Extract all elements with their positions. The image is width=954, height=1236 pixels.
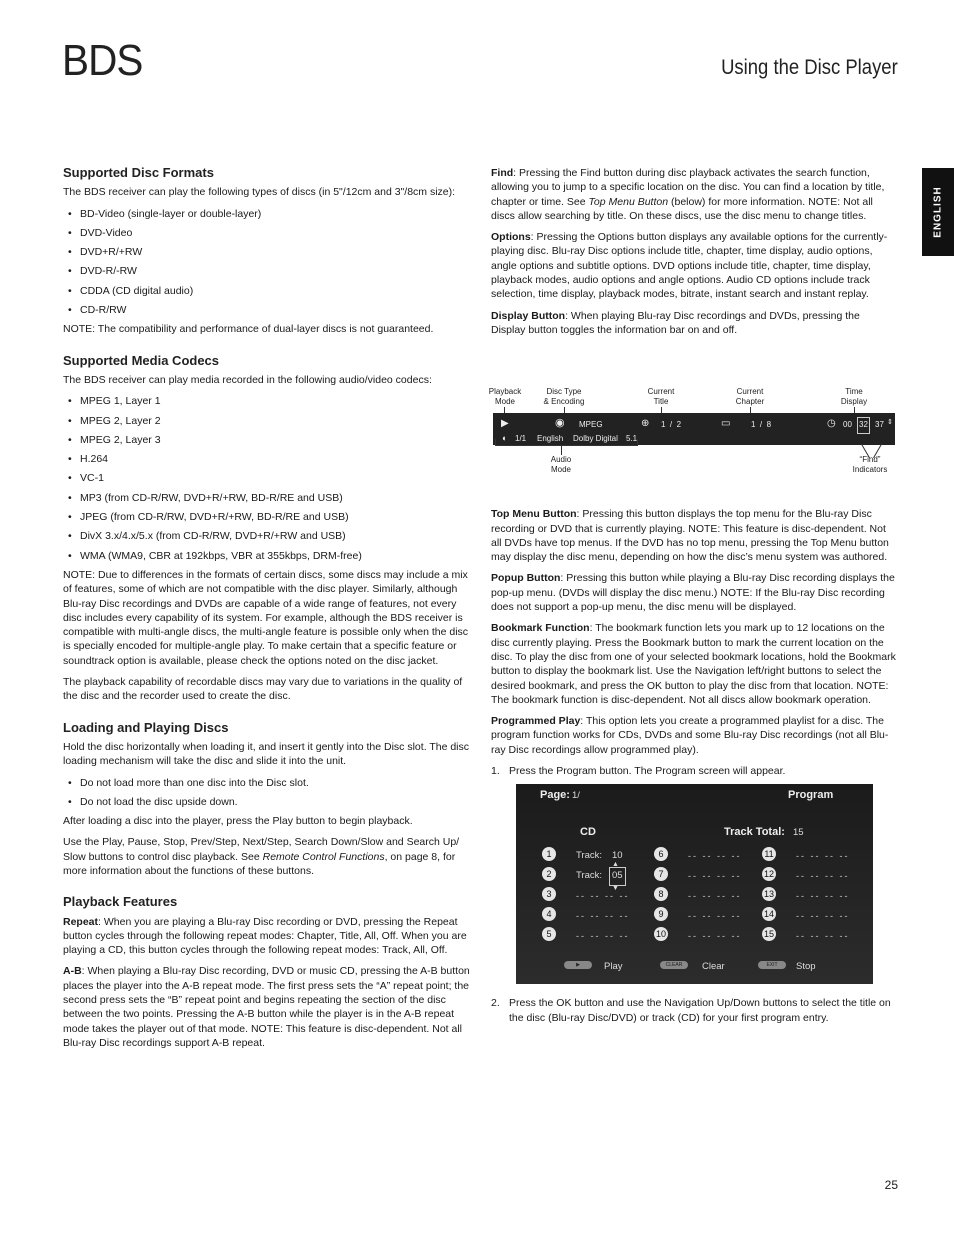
paragraph: Use the Play, Pause, Stop, Prev/Step, Next/Step, Search Down/Slow and Search Up/ Slow buttons to control disc playback. See Remote Control Functions, on page 8, for more information about the functions of these buttons. (63, 836, 460, 877)
steps-list (491, 764, 897, 778)
up-arrow-icon[interactable]: ▲ (612, 861, 619, 869)
list-item: • DVD+R/+RW (80, 245, 471, 259)
chapter-icon: ▭ (721, 418, 731, 430)
paragraph: NOTE: The compatibility and performance of dual-layer discs is not guaranteed. (63, 323, 434, 336)
track-entry-field[interactable]: 05 (609, 867, 626, 885)
paragraph: The playback capability of recordable discs may vary due to variations in the quality of the disc and the recorder used to create the disc. (63, 676, 463, 703)
loading-list (63, 776, 471, 810)
heading-loading: Loading and Playing Discs (63, 719, 229, 735)
play-hint: Play (604, 961, 623, 973)
disc-icon: ◉ (555, 417, 565, 430)
left-column (63, 166, 471, 1057)
play-key-icon: ▶ (564, 961, 592, 969)
current-chapter-value: 1 / 8 (751, 420, 772, 430)
exit-key: EXIT (758, 961, 786, 969)
paragraph: Top Menu Button: Pressing this button displays the top menu for the Blu-ray Disc recording or DVD that is currently playing. NOTE: This feature is disc-dependent. Not all DVDs have top menus. If the DVD has no top menu, pressing the Top Menu button may display the disc menu, depending on how the disc’s menu system was authored. (491, 508, 889, 564)
paragraph: Display Button: When playing Blu-ray Disc recordings and DVDs, pressing the Display button toggles the information bar on and off. (491, 309, 860, 336)
list-item: • JPEG (from CD-R/RW, DVD+R/+RW, BD-R/RE and USB) (80, 510, 471, 524)
list-item: • DivX 3.x/4.x/5.x (from CD-R/RW, DVD+R/+RW and USB) (80, 529, 471, 543)
list-item: • MP3 (from CD-R/RW, DVD+R/+RW, BD-R/RE and USB) (80, 491, 471, 505)
stop-hint: Stop (796, 961, 816, 973)
paragraph: A-B: When playing a Blu-ray Disc recording, DVD or music CD, pressing the A-B button places the player into the A-B repeat mode. The first press sets the “A” repeat point; the second press sets the “B” repeat point and begins repeating the section of the disc between the two points. Pressing the A-B button while the player is in the A-B repeat mode takes the player out of that mode. NOTE: This feature is disc-dependent. Not all Blu-ray Disc recordings support A-B repeat. (63, 965, 470, 1049)
list-item: • MPEG 2, Layer 3 (80, 433, 471, 447)
heading-disc-formats: Supported Disc Formats (63, 165, 214, 180)
brand-logo: BDS (62, 36, 143, 85)
track-total-value: 15 (793, 827, 804, 839)
clock-icon: ◷ (827, 418, 836, 430)
list-item: 2. Press the OK button and use the Navigation Up/Down buttons to select the title on the disc (Blu-ray Disc/DVD) or track (CD) for your first program entry. (491, 997, 891, 1024)
list-item: • H.264 (80, 452, 471, 466)
list-item: • MPEG 2, Layer 2 (80, 414, 471, 428)
info-bar: ▶ ◉ MPEG ⊕ 1 / 2 ▭ 1 / 8 ◷ 00 32 37 ⇕ ◖ 1/1 English Dolby Digital 5.1 (493, 413, 895, 445)
audio-icon: ◖ (501, 433, 507, 444)
list-item: • VC-1 (80, 471, 471, 485)
disc-format-list (63, 207, 471, 318)
paragraph: After loading a disc into the player, press the Play button to begin playback. (63, 815, 413, 828)
current-title-value: 1 / 2 (661, 420, 682, 430)
right-column (488, 166, 897, 1031)
label-time-display: Time Display (840, 387, 868, 407)
list-item: • DVD-R/-RW (80, 264, 471, 278)
paragraph: Programmed Play: This option lets you create a programmed playlist for a disc. The program function works for CDs, DVDs and some Blu-ray Disc recordings (not all Blu-ray Disc recordings allow programmed play). (491, 715, 889, 756)
list-item: 1. Press the Program button. The Program screen will appear. (491, 765, 786, 778)
page-number: 25 (884, 1178, 898, 1192)
program-footer (516, 956, 873, 978)
list-item: • Do not load the disc upside down. (80, 795, 471, 809)
list-item: • CD-R/RW (80, 303, 471, 317)
label-find-indicators: “Find” Indicators (852, 455, 888, 475)
paragraph: NOTE: Due to differences in the formats of certain discs, some discs may include a mix of features, some of which are not compatible with the disc player. Similarly, although Blu-ray Disc recordings and DVDs are capable of a wide range of features, not every disc includes every capability of its system. For example, although the BDS receiver is compatible with multi-angle discs, the multi-angle feature is possible only when the disc is specially encoded for multiple-angle play. To make certain that a specific feature or soundtrack option is available, please check the options noted on the disc jacket. (63, 568, 469, 667)
list-item: • CDDA (CD digital audio) (80, 284, 471, 298)
label-current-title: Current Title (647, 387, 675, 407)
list-item: • DVD-Video (80, 226, 471, 240)
label-playback-mode: Playback Mode (488, 387, 522, 407)
list-item: • Do not load more than one disc into the Disc slot. (80, 776, 471, 790)
language-tab: ENGLISH (922, 168, 954, 256)
label-current-chapter: Current Chapter (735, 387, 765, 407)
section-title: Using the Disc Player (721, 56, 898, 79)
list-item: • MPEG 1, Layer 1 (80, 394, 471, 408)
title-icon: ⊕ (641, 418, 650, 430)
heading-media-codecs: Supported Media Codecs (63, 352, 220, 368)
find-arrows-icon: ⇕ (887, 419, 893, 427)
clear-hint: Clear (702, 961, 725, 973)
label-audio-mode: Audio Mode (550, 455, 572, 475)
codec-list (63, 394, 471, 563)
clear-key: CLEAR (660, 961, 688, 969)
list-item: • BD-Video (single-layer or double-layer) (80, 207, 471, 221)
label-disc-type: Disc Type & Encoding (543, 387, 585, 407)
paragraph: The BDS receiver can play the following types of discs (in 5"/12cm and 3"/8cm size): (63, 186, 456, 199)
play-icon: ▶ (501, 418, 509, 430)
paragraph: Bookmark Function: The bookmark function lets you mark up to 12 locations on the disc currently playing. Press the Bookmark button to mark the current location on the disc. To play the disc from one of your selected bookmark locations, hold the Bookmark button to display the bookmark list. Use the Navigation left/right buttons to select the desired bookmark, and press the OK button to play the disc from that location. NOTE: The bookmark function is disc-dependent. Not all discs allow bookmark operation. (491, 622, 896, 706)
paragraph: Hold the disc horizontally when loading it, and insert it gently into the Disc slot. The disc loading mechanism will take the disc and slide it into the unit. (63, 740, 470, 768)
paragraph: Repeat: When you are playing a Blu-ray Disc recording or DVD, pressing the Repeat button cycles through the following repeat modes: Chapter, Title, All, Off. When you are playing a CD, this button cycles through the following repeat modes: Track, All, Off. (63, 915, 467, 957)
down-arrow-icon[interactable]: ▼ (612, 885, 619, 893)
paragraph: Options: Pressing the Options button displays any available options for the currently-playing disc. Blu-ray Disc options include title, chapter, time display, audio options, angle options and subtitle options. DVD options include title, chapter, time display, playback modes, audio options and angle options. Audio CD options include track selection, time display, playback modes, bitrate, instant search and instant replay. (491, 231, 888, 301)
info-bar-diagram (488, 355, 897, 497)
steps-list (491, 996, 897, 1025)
paragraph: The BDS receiver can play media recorded in the following audio/video codecs: (63, 373, 432, 386)
program-screen: Page: 1/ Program CD Track Total: 15 1 2 3 4 5 Track: 10 Track: 05 ▲ ▼ -- -- -- -- -- -- -- -- -- -- -- -- 6 7 8 9 10 -- -- -- -- -- -- -- -- -- -- -- -- -- -- -- -- -- -- -- -- 11 12 13 14 15 -- -- -- -- -- -- -- -- -- -- -- -- -- -- -- -- -- -- -- -- ▶ Play CLEAR Clear EXIT Stop (516, 784, 873, 984)
list-item: • WMA (WMA9, CBR at 192kbps, VBR at 355kbps, DRM-free) (80, 549, 471, 563)
paragraph: Popup Button: Pressing this button while playing a Blu-ray Disc recording displays the pop-up menu. (DVDs will display the disc menu.) NOTE: If the Blu-ray Disc recording does not support a pop-up menu, the disc menu will be displayed. (491, 572, 895, 614)
paragraph: Find: Pressing the Find button during disc playback activates the search function, allowing you to jump to a specific location on the disc. You can find a location by title, chapter or time. See Top Menu Button (below) for more information. NOTE: Not all discs allow searching by title. On these discs, use the disc menu to change titles. (491, 167, 885, 222)
heading-playback-features: Playback Features (63, 894, 178, 910)
